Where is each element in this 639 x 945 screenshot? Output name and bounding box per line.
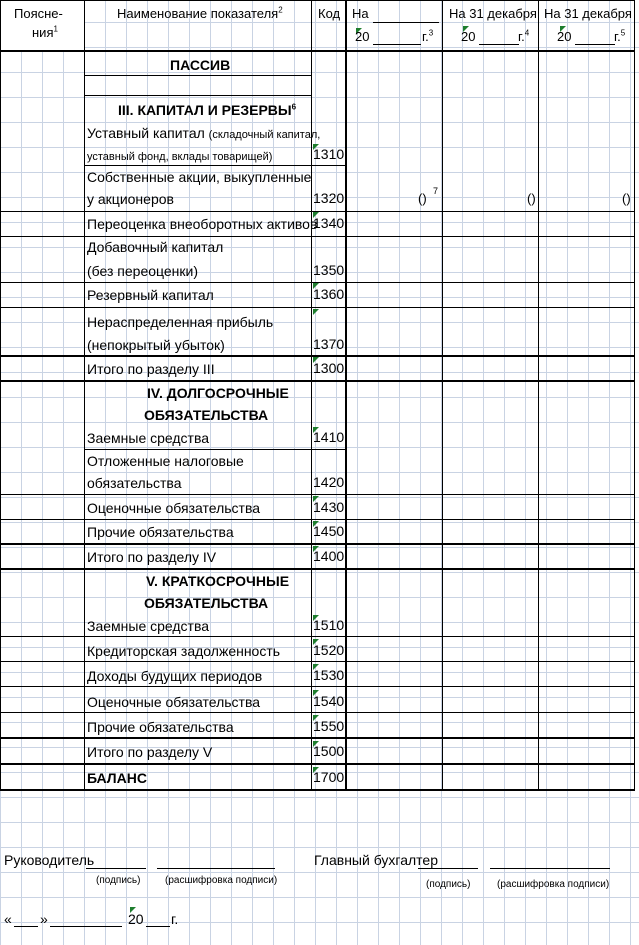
row-1550-label: Прочие обязательства [87,719,234,735]
section-4-title-2: ОБЯЗАТЕЛЬСТВА [144,407,269,423]
section-5-title-2: ОБЯЗАТЕЛЬСТВА [144,595,269,611]
row-1430-code: 1430 [313,499,345,515]
row-1450-label: Прочие обязательства [87,524,234,540]
row-1300-label: Итого по разделу III [87,361,215,377]
row-1510-code: 1510 [313,617,345,633]
head-decode-caption: (расшифровка подписи) [165,875,278,886]
row-1360-label: Резервный капитал [87,287,214,303]
row-1540-code: 1540 [313,693,345,709]
row-1410-code: 1410 [313,429,345,445]
col-period3-header: На 31 декабря [544,6,632,21]
section-passiv-title: ПАССИВ [170,57,231,73]
col-period1-suffix: г.$^3$ [422,28,434,44]
head-signature-label: Руководитель [4,852,95,868]
row-1350-code: 1350 [313,262,345,278]
chief-sign-caption: (подпись) [426,879,471,890]
col-period1-header: На [352,6,369,21]
row-1360-code: 1360 [313,286,345,302]
col-name-header: Наименование показателя$^2$ [117,5,283,21]
date-year: 20 [128,911,144,927]
row-1550-code: 1550 [313,718,345,734]
date-suffix: г. [171,911,179,927]
row-1430-label: Оценочные обязательства [87,500,261,516]
row-1700-code: 1700 [313,769,345,785]
col-period3-suffix: г.$^5$ [614,28,626,44]
col-code-header: Код [318,6,341,21]
col-period2-suffix: г.$^4$ [518,28,530,44]
date-close-quote: » [40,911,48,927]
row-1300-code: 1300 [313,360,345,376]
row-1320-paren-3: () [622,191,631,206]
chief-decode-caption: (расшифровка подписи) [497,879,610,890]
section-4-title: IV. ДОЛГОСРОЧНЫЕ [147,385,289,401]
row-1400-code: 1400 [313,548,345,564]
row-1450-code: 1450 [313,523,345,539]
row-1320-label: Собственные акции, выкупленные [87,169,312,185]
row-1520-code: 1520 [313,642,345,658]
row-1530-label: Доходы будущих периодов [87,668,263,684]
section-3-title: III. КАПИТАЛ И РЕЗЕРВЫ$^6$ [118,102,297,118]
row-1320-code: 1320 [313,190,345,206]
row-1370-label: Нераспределенная прибыль [87,314,274,330]
row-1320-paren-1: () [418,191,427,206]
row-1410-label: Заемные средства [87,430,210,446]
section-5-title: V. КРАТКОСРОЧНЫЕ [146,573,290,589]
row-1420-label-2: обязательства [87,475,182,491]
row-1520-label: Кредиторская задолженность [87,643,281,659]
row-1510-label: Заемные средства [87,618,210,634]
row-1420-label: Отложенные налоговые [87,453,244,469]
date-open-quote: « [4,911,12,927]
row-1310-label: Уставный капитал (складочный капитал, [87,125,321,141]
row-1540-label: Оценочные обязательства [87,694,261,710]
row-1340-code: 1340 [313,215,345,231]
row-1700-label: БАЛАНС [87,770,147,786]
col-period2-year: 20 [461,29,476,44]
row-1350-label: Добавочный капитал [87,239,224,255]
row-1500-label: Итого по разделу V [87,744,213,760]
row-1350-label-2: (без переоценки) [87,263,199,279]
row-1370-label-2: (непокрытый убыток) [87,337,225,353]
row-1500-code: 1500 [313,743,345,759]
row-1320-sup: 7 [433,186,439,196]
head-sign-caption: (подпись) [96,875,141,886]
col-notes-header: Поясне- [14,6,63,21]
row-1320-paren-2: () [527,191,536,206]
col-period2-header: На 31 декабря [449,6,537,21]
row-1400-label: Итого по разделу IV [87,549,217,565]
row-1340-label: Переоценка внеоборотных активов [87,216,318,232]
col-period1-year: 20 [355,29,370,44]
row-1420-code: 1420 [313,474,345,490]
chief-accountant-label: Главный бухгалтер [314,852,438,868]
row-1320-label-2: у акционеров [87,191,174,207]
row-1370-code: 1370 [313,336,345,352]
row-1310-code: 1310 [313,146,345,162]
col-notes-header-2: ния$^1$ [32,24,58,40]
col-period3-year: 20 [557,29,572,44]
row-1530-code: 1530 [313,667,345,683]
row-1310-label-2: уставный фонд, вклады товарищей) [87,151,273,163]
